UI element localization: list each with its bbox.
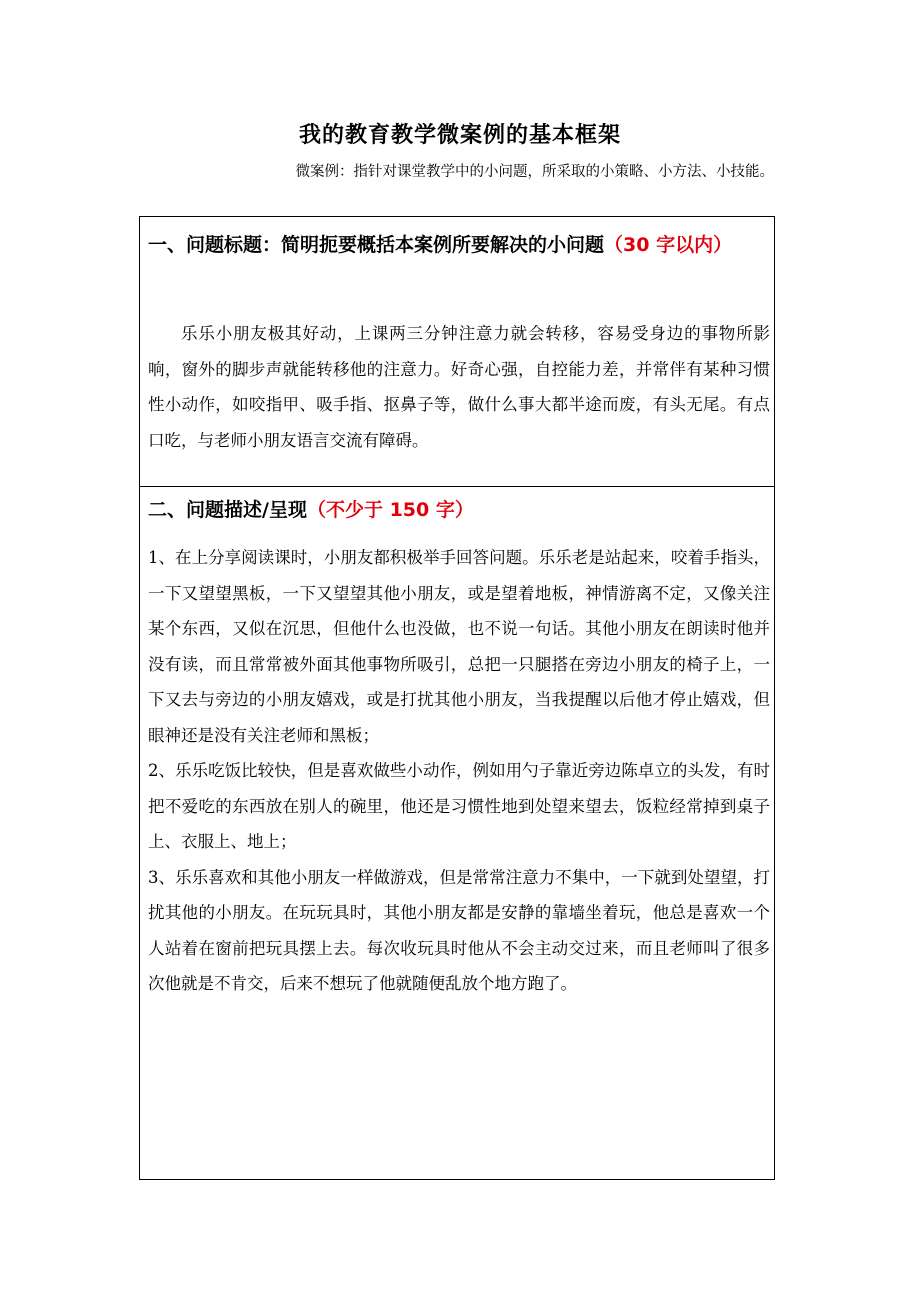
case-framework-table <box>139 216 775 1180</box>
page-subtitle: 微案例：指针对课堂教学中的小问题，所采取的小策略、小方法、小技能。 <box>295 164 774 180</box>
heading-text: 二、问题描述/呈现 <box>148 499 307 521</box>
heading-text: 一、问题标题：简明扼要概括本案例所要解决的小问题 <box>148 234 605 256</box>
section-problem-description-body <box>148 540 770 1002</box>
description-item-3: 3、乐乐喜欢和其他小朋友一样做游戏，但是常常注意力不集中，一下就到处望望，打扰其他的小朋友。在玩玩具时，其他小朋友都是安静的靠墙坐着玩，他总是喜欢一个人站着在窗前把玩具摆上去。每次收玩具时他从不会主动交过来，而且老师叫了很多次他就是不肯交，后来不想玩了他就随便乱放个地方跑了。 <box>148 867 770 993</box>
section-problem-title <box>140 217 774 487</box>
section-problem-description-heading <box>148 488 770 532</box>
description-item-1: 1、在上分享阅读课时，小朋友都积极举手回答问题。乐乐老是站起来，咬着手指头，一下又望望黑板，一下又望望其他小朋友，或是望着地板，神情游离不定，又像关注某个东西，又似在沉思，但他什么也没做，也不说一句话。其他小朋友在朗读时他并没有读，而且常常被外面其他事物所吸引，总把一只腿搭在旁边小朋友的椅子上，一下又去与旁边的小朋友嬉戏，或是打扰其他小朋友，当我提醒以后他才停止嬉戏，但眼神还是没有关注老师和黑板； <box>148 548 770 745</box>
heading-length-note: （30 字以内） <box>604 234 733 256</box>
body-paragraph: 乐乐小朋友极其好动，上课两三分钟注意力就会转移，容易受身边的事物所影响，窗外的脚步声就能转移他的注意力。好奇心强，自控能力差，并常伴有某种习惯性小动作，如咬指甲、吸手指、抠鼻子等，做什么事大都半途而废，有头无尾。有点口吃，与老师小朋友语言交流有障碍。 <box>148 324 770 450</box>
description-item-2: 2、乐乐吃饭比较快，但是喜欢做些小动作，例如用勺子靠近旁边陈卓立的头发，有时把不爱吃的东西放在别人的碗里，他还是习惯性地到处望来望去，饭粒经常掉到桌子上、衣服上、地上； <box>148 761 770 851</box>
heading-length-note: （不少于 150 字） <box>306 499 474 521</box>
section-problem-title-body <box>148 316 770 458</box>
section-problem-title-heading <box>148 223 770 267</box>
page-title: 我的教育教学微案例的基本框架 <box>298 123 621 148</box>
section-problem-description <box>140 487 774 1179</box>
